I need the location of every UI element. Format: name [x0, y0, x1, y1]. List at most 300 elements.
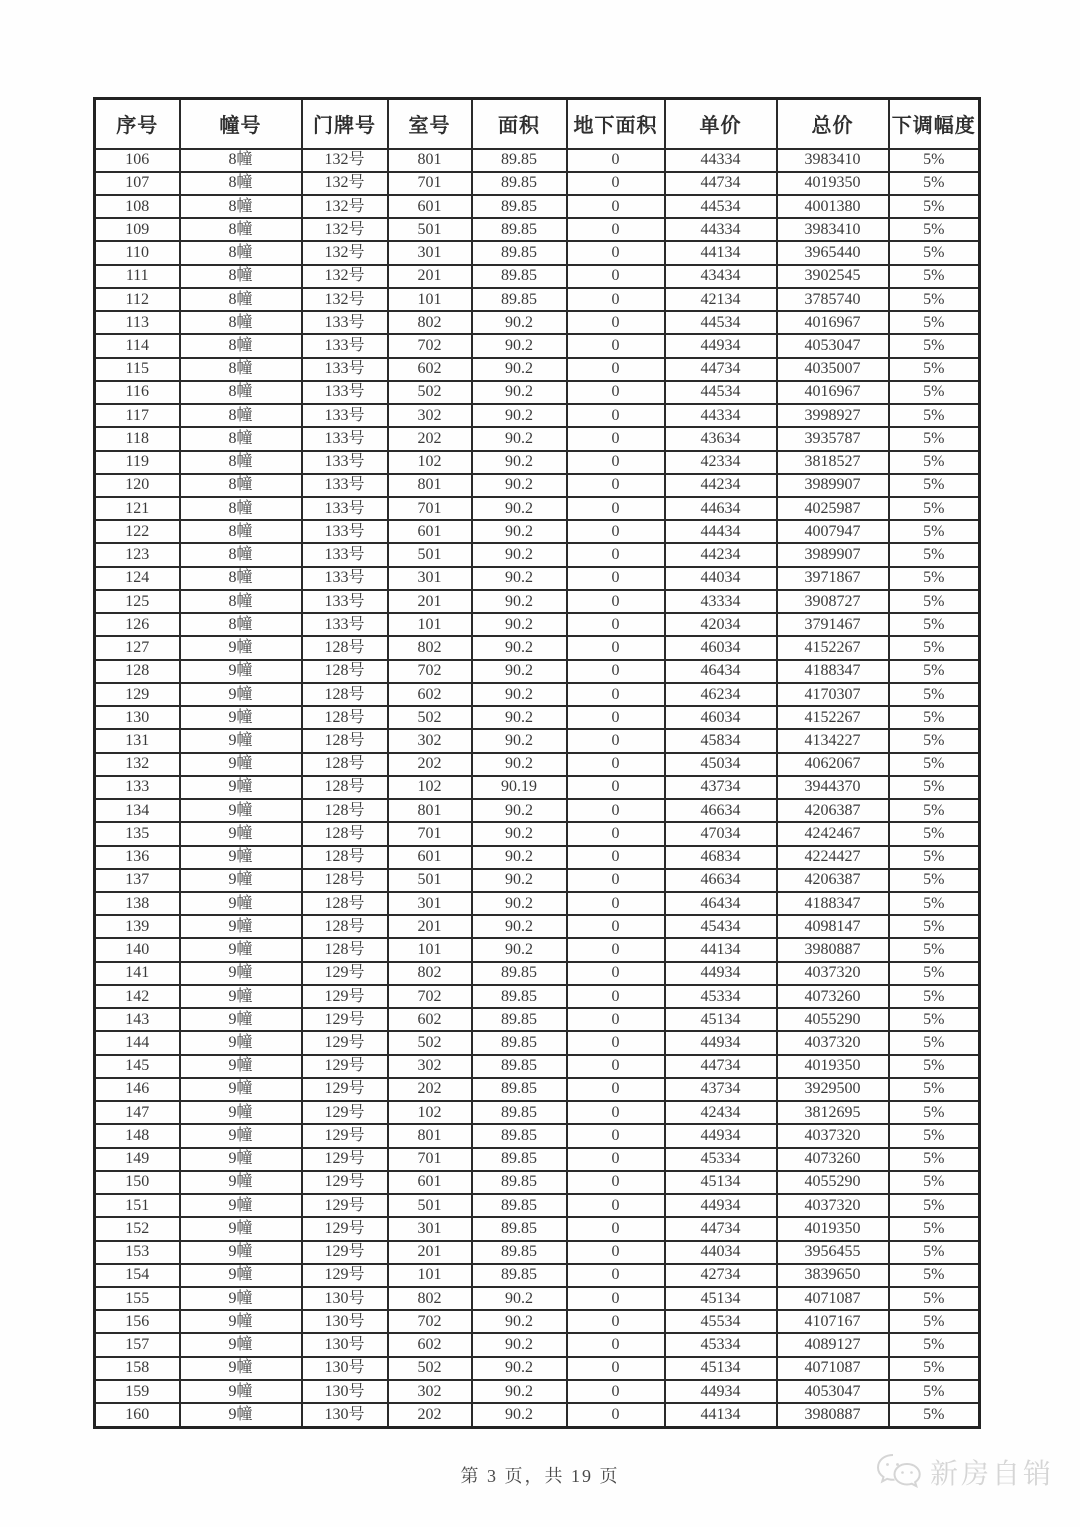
table-row: [95, 451, 980, 474]
cell: 4037320: [777, 1124, 889, 1147]
cell: 132号: [302, 265, 388, 288]
cell: 0: [567, 381, 665, 404]
cell: 0: [567, 1403, 665, 1427]
cell: 90.2: [472, 358, 567, 381]
cell: 136: [95, 846, 180, 869]
cell: 4073260: [777, 985, 889, 1008]
cell: 4035007: [777, 358, 889, 381]
cell: 133号: [302, 427, 388, 450]
cell: 0: [567, 1101, 665, 1124]
cell: 45134: [665, 1171, 777, 1194]
cell: 89.85: [472, 1171, 567, 1194]
header-row: [95, 99, 980, 149]
cell: 129: [95, 683, 180, 706]
cell: 5%: [889, 172, 980, 195]
cell: 4089127: [777, 1333, 889, 1356]
cell: 108: [95, 195, 180, 218]
cell: 3791467: [777, 613, 889, 636]
cell: 9幢: [180, 1031, 302, 1054]
column-header-0: 序号: [95, 99, 180, 149]
cell: 4019350: [777, 1217, 889, 1240]
cell: 44934: [665, 1380, 777, 1403]
cell: 9幢: [180, 706, 302, 729]
cell: 128号: [302, 636, 388, 659]
cell: 9幢: [180, 1380, 302, 1403]
cell: 0: [567, 985, 665, 1008]
cell: 0: [567, 474, 665, 497]
cell: 9幢: [180, 660, 302, 683]
cell: 9幢: [180, 636, 302, 659]
cell: 4001380: [777, 195, 889, 218]
cell: 107: [95, 172, 180, 195]
cell: 45434: [665, 915, 777, 938]
cell: 5%: [889, 636, 980, 659]
cell: 3902545: [777, 265, 889, 288]
cell: 44934: [665, 962, 777, 985]
cell: 5%: [889, 822, 980, 845]
cell: 702: [388, 660, 472, 683]
table-row: [95, 1287, 980, 1310]
cell: 0: [567, 1310, 665, 1333]
table-row: [95, 149, 980, 172]
cell: 302: [388, 404, 472, 427]
cell: 3983410: [777, 149, 889, 172]
cell: 90.2: [472, 474, 567, 497]
cell: 501: [388, 218, 472, 241]
cell: 43734: [665, 1078, 777, 1101]
cell: 144: [95, 1031, 180, 1054]
cell: 45334: [665, 985, 777, 1008]
cell: 89.85: [472, 172, 567, 195]
cell: 130号: [302, 1333, 388, 1356]
cell: 201: [388, 915, 472, 938]
cell: 3989907: [777, 474, 889, 497]
price-table: [93, 97, 981, 1429]
cell: 44934: [665, 1194, 777, 1217]
cell: 9幢: [180, 799, 302, 822]
cell: 102: [388, 776, 472, 799]
table-row: [95, 381, 980, 404]
cell: 89.85: [472, 1008, 567, 1031]
cell: 129号: [302, 1101, 388, 1124]
cell: 148: [95, 1124, 180, 1147]
table-row: [95, 520, 980, 543]
cell: 9幢: [180, 915, 302, 938]
table-row: [95, 1055, 980, 1078]
cell: 8幢: [180, 567, 302, 590]
table-row: [95, 311, 980, 334]
cell: 8幢: [180, 381, 302, 404]
cell: 5%: [889, 846, 980, 869]
table-row: [95, 1008, 980, 1031]
cell: 9幢: [180, 1078, 302, 1101]
column-header-4: 面积: [472, 99, 567, 149]
cell: 45834: [665, 729, 777, 752]
cell: 114: [95, 334, 180, 357]
cell: 4152267: [777, 706, 889, 729]
cell: 5%: [889, 265, 980, 288]
cell: 89.85: [472, 241, 567, 264]
cell: 109: [95, 218, 180, 241]
cell: 8幢: [180, 311, 302, 334]
cell: 0: [567, 892, 665, 915]
cell: 44934: [665, 1031, 777, 1054]
cell: 4037320: [777, 1194, 889, 1217]
cell: 8幢: [180, 451, 302, 474]
cell: 0: [567, 1241, 665, 1264]
cell: 9幢: [180, 892, 302, 915]
cell: 90.2: [472, 311, 567, 334]
cell: 5%: [889, 1031, 980, 1054]
cell: 42334: [665, 451, 777, 474]
cell: 43434: [665, 265, 777, 288]
cell: 129号: [302, 1008, 388, 1031]
cell: 0: [567, 1357, 665, 1380]
cell: 46034: [665, 706, 777, 729]
table-row: [95, 915, 980, 938]
table-row: [95, 1264, 980, 1287]
cell: 89.85: [472, 1241, 567, 1264]
column-header-2: 门牌号: [302, 99, 388, 149]
cell: 601: [388, 195, 472, 218]
cell: 0: [567, 427, 665, 450]
cell: 151: [95, 1194, 180, 1217]
cell: 0: [567, 1008, 665, 1031]
cell: 0: [567, 358, 665, 381]
cell: 128号: [302, 822, 388, 845]
cell: 0: [567, 822, 665, 845]
cell: 5%: [889, 195, 980, 218]
cell: 42434: [665, 1101, 777, 1124]
cell: 8幢: [180, 404, 302, 427]
cell: 0: [567, 776, 665, 799]
cell: 102: [388, 451, 472, 474]
cell: 0: [567, 753, 665, 776]
cell: 5%: [889, 985, 980, 1008]
cell: 46634: [665, 799, 777, 822]
cell: 5%: [889, 1078, 980, 1101]
table-row: [95, 590, 980, 613]
cell: 5%: [889, 1148, 980, 1171]
cell: 132号: [302, 195, 388, 218]
cell: 90.2: [472, 1403, 567, 1427]
cell: 801: [388, 149, 472, 172]
cell: 3944370: [777, 776, 889, 799]
brand-watermark: [876, 1452, 1054, 1492]
cell: 106: [95, 149, 180, 172]
cell: 146: [95, 1078, 180, 1101]
cell: 0: [567, 869, 665, 892]
cell: 0: [567, 1055, 665, 1078]
cell: 5%: [889, 962, 980, 985]
cell: 131: [95, 729, 180, 752]
cell: 8幢: [180, 427, 302, 450]
cell: 89.85: [472, 985, 567, 1008]
cell: 9幢: [180, 1124, 302, 1147]
cell: 122: [95, 520, 180, 543]
cell: 44334: [665, 149, 777, 172]
cell: 9幢: [180, 1287, 302, 1310]
cell: 139: [95, 915, 180, 938]
cell: 44234: [665, 543, 777, 566]
cell: 133号: [302, 334, 388, 357]
cell: 89.85: [472, 962, 567, 985]
cell: 9幢: [180, 822, 302, 845]
table-body: [95, 149, 980, 1428]
cell: 90.2: [472, 1310, 567, 1333]
cell: 801: [388, 799, 472, 822]
cell: 133号: [302, 590, 388, 613]
cell: 0: [567, 660, 665, 683]
cell: 89.85: [472, 1055, 567, 1078]
cell: 5%: [889, 1124, 980, 1147]
cell: 90.2: [472, 334, 567, 357]
cell: 129号: [302, 1241, 388, 1264]
cell: 44634: [665, 497, 777, 520]
cell: 157: [95, 1333, 180, 1356]
cell: 89.85: [472, 1101, 567, 1124]
page-indicator: 第 3 页，共 19 页: [460, 1466, 620, 1486]
cell: 3998927: [777, 404, 889, 427]
column-header-5: 地下面积: [567, 99, 665, 149]
cell: 0: [567, 172, 665, 195]
cell: 5%: [889, 1357, 980, 1380]
cell: 90.2: [472, 451, 567, 474]
cell: 128号: [302, 869, 388, 892]
cell: 158: [95, 1357, 180, 1380]
cell: 128号: [302, 938, 388, 961]
cell: 42134: [665, 288, 777, 311]
cell: 5%: [889, 1310, 980, 1333]
cell: 128号: [302, 706, 388, 729]
cell: 5%: [889, 218, 980, 241]
table-row: [95, 1148, 980, 1171]
table-row: [95, 660, 980, 683]
cell: 0: [567, 799, 665, 822]
cell: 0: [567, 567, 665, 590]
cell: 3983410: [777, 218, 889, 241]
cell: 0: [567, 1217, 665, 1240]
cell: 9幢: [180, 1333, 302, 1356]
cell: 801: [388, 1124, 472, 1147]
cell: 802: [388, 636, 472, 659]
cell: 89.85: [472, 1078, 567, 1101]
cell: 101: [388, 613, 472, 636]
cell: 89.85: [472, 149, 567, 172]
cell: 9幢: [180, 869, 302, 892]
cell: 152: [95, 1217, 180, 1240]
cell: 133: [95, 776, 180, 799]
table-row: [95, 195, 980, 218]
cell: 5%: [889, 1101, 980, 1124]
cell: 5%: [889, 892, 980, 915]
cell: 802: [388, 1287, 472, 1310]
cell: 44734: [665, 1217, 777, 1240]
cell: 301: [388, 567, 472, 590]
cell: 125: [95, 590, 180, 613]
cell: 90.2: [472, 753, 567, 776]
cell: 502: [388, 706, 472, 729]
cell: 4152267: [777, 636, 889, 659]
cell: 701: [388, 172, 472, 195]
cell: 129号: [302, 1264, 388, 1287]
cell: 5%: [889, 149, 980, 172]
cell: 202: [388, 753, 472, 776]
cell: 9幢: [180, 729, 302, 752]
table-row: [95, 776, 980, 799]
cell: 5%: [889, 776, 980, 799]
cell: 129号: [302, 1171, 388, 1194]
cell: 8幢: [180, 590, 302, 613]
table-row: [95, 613, 980, 636]
cell: 120: [95, 474, 180, 497]
cell: 5%: [889, 869, 980, 892]
cell: 128号: [302, 776, 388, 799]
cell: 45134: [665, 1287, 777, 1310]
cell: 3935787: [777, 427, 889, 450]
cell: 133号: [302, 358, 388, 381]
table-row: [95, 288, 980, 311]
cell: 123: [95, 543, 180, 566]
cell: 127: [95, 636, 180, 659]
cell: 46634: [665, 869, 777, 892]
cell: 502: [388, 1357, 472, 1380]
cell: 44734: [665, 358, 777, 381]
cell: 90.2: [472, 567, 567, 590]
cell: 8幢: [180, 334, 302, 357]
cell: 501: [388, 543, 472, 566]
cell: 126: [95, 613, 180, 636]
cell: 4062067: [777, 753, 889, 776]
cell: 9幢: [180, 1310, 302, 1333]
table-row: [95, 1357, 980, 1380]
cell: 5%: [889, 1055, 980, 1078]
cell: 4016967: [777, 381, 889, 404]
cell: 8幢: [180, 172, 302, 195]
cell: 90.2: [472, 427, 567, 450]
cell: 133号: [302, 451, 388, 474]
table-row: [95, 265, 980, 288]
cell: 4071087: [777, 1357, 889, 1380]
cell: 89.85: [472, 288, 567, 311]
cell: 133号: [302, 567, 388, 590]
cell: 9幢: [180, 753, 302, 776]
cell: 133号: [302, 613, 388, 636]
cell: 9幢: [180, 1148, 302, 1171]
cell: 9幢: [180, 1264, 302, 1287]
cell: 5%: [889, 451, 980, 474]
cell: 3929500: [777, 1078, 889, 1101]
cell: 301: [388, 241, 472, 264]
cell: 160: [95, 1403, 180, 1427]
cell: 502: [388, 381, 472, 404]
cell: 4206387: [777, 799, 889, 822]
cell: 42034: [665, 613, 777, 636]
cell: 5%: [889, 288, 980, 311]
cell: 129号: [302, 962, 388, 985]
cell: 130号: [302, 1403, 388, 1427]
cell: 5%: [889, 311, 980, 334]
cell: 128号: [302, 799, 388, 822]
cell: 44134: [665, 1403, 777, 1427]
cell: 90.2: [472, 706, 567, 729]
cell: 702: [388, 334, 472, 357]
cell: 4019350: [777, 172, 889, 195]
cell: 201: [388, 1241, 472, 1264]
column-header-8: 下调幅度: [889, 99, 980, 149]
table-row: [95, 427, 980, 450]
cell: 132号: [302, 149, 388, 172]
cell: 115: [95, 358, 180, 381]
cell: 43734: [665, 776, 777, 799]
cell: 150: [95, 1171, 180, 1194]
cell: 129号: [302, 985, 388, 1008]
cell: 0: [567, 543, 665, 566]
cell: 90.2: [472, 822, 567, 845]
cell: 302: [388, 1380, 472, 1403]
table-row: [95, 706, 980, 729]
cell: 90.2: [472, 660, 567, 683]
cell: 0: [567, 195, 665, 218]
cell: 0: [567, 1333, 665, 1356]
cell: 102: [388, 1101, 472, 1124]
table-row: [95, 1241, 980, 1264]
cell: 89.85: [472, 1194, 567, 1217]
cell: 130号: [302, 1287, 388, 1310]
cell: 45134: [665, 1008, 777, 1031]
cell: 47034: [665, 822, 777, 845]
cell: 101: [388, 288, 472, 311]
cell: 4188347: [777, 892, 889, 915]
cell: 4073260: [777, 1148, 889, 1171]
cell: 8幢: [180, 497, 302, 520]
cell: 132号: [302, 172, 388, 195]
cell: 0: [567, 1078, 665, 1101]
cell: 113: [95, 311, 180, 334]
table-row: [95, 938, 980, 961]
cell: 4071087: [777, 1287, 889, 1310]
cell: 89.85: [472, 1148, 567, 1171]
table-row: [95, 1101, 980, 1124]
cell: 145: [95, 1055, 180, 1078]
cell: 3839650: [777, 1264, 889, 1287]
cell: 8幢: [180, 195, 302, 218]
cell: 111: [95, 265, 180, 288]
cell: 44534: [665, 311, 777, 334]
cell: 0: [567, 846, 665, 869]
cell: 133号: [302, 311, 388, 334]
cell: 3980887: [777, 938, 889, 961]
table-row: [95, 799, 980, 822]
table-row: [95, 358, 980, 381]
cell: 128号: [302, 753, 388, 776]
cell: 0: [567, 706, 665, 729]
cell: 153: [95, 1241, 180, 1264]
cell: 90.2: [472, 892, 567, 915]
table-row: [95, 985, 980, 1008]
cell: 5%: [889, 520, 980, 543]
cell: 0: [567, 497, 665, 520]
cell: 4098147: [777, 915, 889, 938]
cell: 5%: [889, 1287, 980, 1310]
cell: 128: [95, 660, 180, 683]
cell: 5%: [889, 1008, 980, 1031]
cell: 90.2: [472, 729, 567, 752]
cell: 89.85: [472, 265, 567, 288]
cell: 90.2: [472, 497, 567, 520]
table-row: [95, 1380, 980, 1403]
table-row: [95, 1171, 980, 1194]
